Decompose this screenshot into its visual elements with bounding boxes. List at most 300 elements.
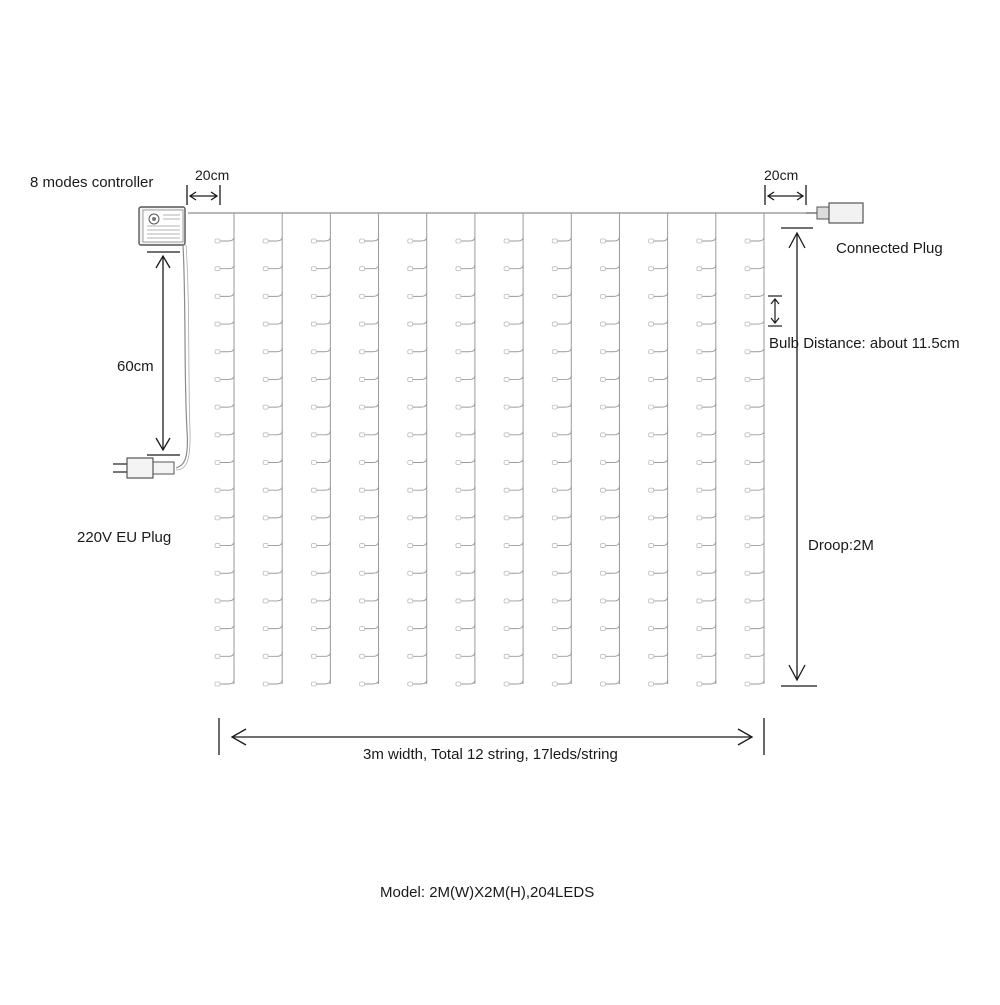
led-bulb [408,350,413,354]
led-bulb [311,350,316,354]
led-bulb [311,682,316,686]
led-bulb [263,627,268,631]
led-bulb [552,599,557,603]
led-branch [220,348,234,352]
led-bulb [600,516,605,520]
led-branch [413,431,427,435]
led-branch [316,569,330,573]
led-branch [365,486,379,490]
led-bulb [745,461,750,465]
led-branch [316,375,330,379]
led-bulb [360,377,365,381]
led-bulb [600,350,605,354]
led-branch [365,569,379,573]
led-bulb [408,267,413,271]
led-string [697,213,716,686]
led-branch [605,265,619,269]
led-bulb [360,571,365,575]
led-branch [268,514,282,518]
led-branch [365,514,379,518]
led-branch [413,514,427,518]
led-branch [316,431,330,435]
led-bulb [745,488,750,492]
led-bulb [311,488,316,492]
led-branch [654,292,668,296]
led-bulb [311,544,316,548]
led-branch [316,542,330,546]
led-branch [220,403,234,407]
led-bulb [263,294,268,298]
led-bulb [504,599,509,603]
led-branch [557,265,571,269]
led-bulb [263,322,268,326]
led-branch [654,569,668,573]
led-bulb [360,516,365,520]
led-bulb [456,350,461,354]
led-bulb [311,571,316,575]
led-branch [365,403,379,407]
led-bulb [649,544,654,548]
led-branch [509,625,523,629]
led-bulb [263,571,268,575]
led-branch [220,320,234,324]
led-branch [268,542,282,546]
led-branch [316,265,330,269]
led-branch [413,265,427,269]
led-branch [461,237,475,241]
led-bulb [600,405,605,409]
connected-plug-label: Connected Plug [836,240,943,257]
led-branch [605,237,619,241]
led-branch [605,625,619,629]
led-branch [365,237,379,241]
led-bulb [745,322,750,326]
led-branch [702,403,716,407]
led-bulb [215,682,220,686]
led-string [408,213,427,686]
led-bulb [745,571,750,575]
led-branch [509,680,523,684]
led-bulb [360,433,365,437]
led-bulb [504,405,509,409]
led-bulb [697,627,702,631]
led-bulb [552,571,557,575]
led-branch [268,431,282,435]
led-branch [413,542,427,546]
led-branch [509,348,523,352]
led-bulb [697,516,702,520]
led-bulb [552,377,557,381]
bulb-distance-arrow [768,296,782,326]
led-branch [750,459,764,463]
led-branch [654,514,668,518]
led-branch [750,348,764,352]
led-bulb [697,571,702,575]
led-branch [365,265,379,269]
led-bulb [649,239,654,243]
led-branch [220,486,234,490]
led-branch [461,459,475,463]
led-bulb [552,322,557,326]
led-bulb [215,267,220,271]
led-branch [268,320,282,324]
led-bulb [745,544,750,548]
led-branch [702,265,716,269]
led-branch [413,375,427,379]
led-bulb [697,599,702,603]
led-bulb [408,377,413,381]
led-branch [654,680,668,684]
led-bulb [649,267,654,271]
led-bulb [360,239,365,243]
led-branch [316,320,330,324]
led-branch [702,292,716,296]
led-bulb [215,461,220,465]
led-branch [316,237,330,241]
led-branch [654,486,668,490]
led-branch [750,237,764,241]
led-branch [654,652,668,656]
led-branch [461,348,475,352]
led-bulb [408,544,413,548]
led-branch [557,569,571,573]
led-branch [654,348,668,352]
led-branch [702,459,716,463]
right-offset-arrow [765,185,806,205]
led-branch [268,403,282,407]
led-bulb [263,682,268,686]
controller-box-icon [139,207,185,245]
led-branch [220,459,234,463]
led-bulb [745,267,750,271]
led-branch [702,375,716,379]
led-bulb [745,682,750,686]
led-branch [461,597,475,601]
led-branch [413,486,427,490]
led-bulb [408,322,413,326]
led-bulb [600,267,605,271]
led-bulb [600,599,605,603]
led-bulb [697,294,702,298]
led-string [504,213,523,686]
led-bulb [456,461,461,465]
led-branch [654,265,668,269]
model-label: Model: 2M(W)X2M(H),204LEDS [380,884,595,901]
led-bulb [215,488,220,492]
led-bulb [745,239,750,243]
led-bulb [360,654,365,658]
led-bulb [504,267,509,271]
led-bulb [697,377,702,381]
led-branch [461,514,475,518]
led-branch [750,569,764,573]
led-bulb [311,433,316,437]
led-branch [605,292,619,296]
led-branch [702,486,716,490]
led-bulb [456,627,461,631]
led-bulb [263,377,268,381]
led-bulb [697,239,702,243]
led-bulb [456,322,461,326]
led-bulb [649,599,654,603]
led-branch [268,375,282,379]
led-bulb [263,599,268,603]
led-bulb [456,544,461,548]
led-branch [605,459,619,463]
led-branch [654,625,668,629]
led-branch [509,542,523,546]
led-branch [413,569,427,573]
led-branch [654,320,668,324]
led-bulb [649,433,654,437]
left-offset-arrow [187,185,220,205]
led-branch [557,680,571,684]
led-branch [461,431,475,435]
led-branch [316,403,330,407]
led-branch [413,652,427,656]
led-branch [365,459,379,463]
led-branch [365,625,379,629]
led-bulb [215,627,220,631]
led-bulb [408,405,413,409]
led-branch [316,625,330,629]
led-branch [750,403,764,407]
led-bulb [504,294,509,298]
led-branch [605,514,619,518]
led-branch [750,486,764,490]
led-bulb [600,682,605,686]
led-branch [509,652,523,656]
led-bulb [552,405,557,409]
led-branch [557,652,571,656]
led-branch [509,486,523,490]
led-bulb [408,488,413,492]
bulb-distance-label: Bulb Distance: about 11.5cm [769,335,960,352]
led-bulb [456,599,461,603]
led-branch [750,514,764,518]
led-branch [365,292,379,296]
led-bulb [360,627,365,631]
led-bulb [600,294,605,298]
led-bulb [552,488,557,492]
led-string [649,213,668,686]
led-branch [750,597,764,601]
led-branch [461,542,475,546]
led-bulb [215,433,220,437]
led-branch [268,265,282,269]
led-branch [461,320,475,324]
led-bulb [697,405,702,409]
led-bulb [600,239,605,243]
led-branch [413,597,427,601]
led-branch [509,320,523,324]
led-branch [365,597,379,601]
led-branch [461,569,475,573]
led-branch [461,403,475,407]
led-bulb [360,267,365,271]
led-bulb [263,654,268,658]
led-bulb [649,682,654,686]
led-bulb [360,350,365,354]
led-bulb [504,461,509,465]
led-string [745,213,764,686]
led-branch [268,237,282,241]
led-strings-group [215,213,764,686]
led-bulb [263,433,268,437]
led-branch [702,652,716,656]
led-branch [413,348,427,352]
led-branch [557,237,571,241]
led-branch [268,459,282,463]
led-bulb [745,405,750,409]
led-branch [557,292,571,296]
led-branch [220,265,234,269]
led-bulb [552,433,557,437]
led-branch [654,403,668,407]
led-string [311,213,330,686]
led-branch [220,625,234,629]
led-bulb [504,516,509,520]
led-branch [750,375,764,379]
led-branch [750,680,764,684]
right-offset-label: 20cm [764,167,799,183]
led-bulb [552,239,557,243]
led-bulb [552,682,557,686]
led-bulb [408,516,413,520]
led-bulb [311,405,316,409]
led-branch [605,348,619,352]
led-branch [220,431,234,435]
led-bulb [360,599,365,603]
controller-label: 8 modes controller [30,174,154,191]
cable-length-label: 60cm [117,358,154,375]
led-bulb [408,682,413,686]
led-branch [702,625,716,629]
led-branch [557,459,571,463]
led-branch [268,569,282,573]
led-bulb [360,544,365,548]
led-bulb [504,322,509,326]
led-bulb [263,544,268,548]
droop-arrow [781,228,817,686]
led-bulb [215,599,220,603]
led-branch [461,292,475,296]
led-bulb [552,654,557,658]
led-bulb [215,405,220,409]
led-bulb [263,516,268,520]
led-bulb [504,682,509,686]
led-string [215,213,234,686]
led-bulb [456,239,461,243]
led-branch [654,597,668,601]
led-bulb [263,488,268,492]
led-bulb [456,488,461,492]
led-bulb [600,544,605,548]
led-branch [605,597,619,601]
led-branch [557,597,571,601]
led-branch [413,237,427,241]
led-branch [220,680,234,684]
led-bulb [504,239,509,243]
led-branch [268,652,282,656]
led-branch [413,459,427,463]
led-string [263,213,282,686]
led-branch [268,348,282,352]
led-bulb [745,627,750,631]
led-bulb [215,654,220,658]
led-branch [750,625,764,629]
led-branch [750,265,764,269]
led-branch [461,625,475,629]
led-string [456,213,475,686]
led-bulb [745,294,750,298]
led-bulb [408,433,413,437]
eu-plug-label: 220V EU Plug [77,529,172,546]
led-branch [654,237,668,241]
led-bulb [408,239,413,243]
led-branch [316,652,330,656]
led-branch [461,486,475,490]
eu-plug-icon [113,458,174,478]
led-branch [461,652,475,656]
led-bulb [697,682,702,686]
led-bulb [600,461,605,465]
left-offset-label: 20cm [195,167,230,183]
led-bulb [311,239,316,243]
led-bulb [360,294,365,298]
led-branch [413,320,427,324]
led-branch [509,569,523,573]
led-branch [268,292,282,296]
cable-length-arrow [147,252,180,455]
led-branch [509,403,523,407]
led-bulb [311,322,316,326]
led-bulb [408,599,413,603]
led-bulb [263,239,268,243]
led-bulb [600,627,605,631]
led-bulb [697,322,702,326]
led-bulb [504,377,509,381]
led-branch [557,625,571,629]
led-bulb [649,322,654,326]
led-bulb [745,654,750,658]
led-branch [509,514,523,518]
led-bulb [215,516,220,520]
led-branch [605,403,619,407]
led-bulb [456,267,461,271]
led-bulb [504,433,509,437]
led-branch [702,514,716,518]
led-branch [605,542,619,546]
led-bulb [456,377,461,381]
led-branch [316,514,330,518]
led-bulb [600,654,605,658]
led-branch [316,348,330,352]
led-branch [365,680,379,684]
led-branch [365,375,379,379]
led-branch [220,514,234,518]
led-bulb [311,627,316,631]
led-bulb [649,488,654,492]
led-bulb [552,461,557,465]
led-bulb [649,405,654,409]
led-bulb [697,350,702,354]
led-bulb [504,571,509,575]
led-branch [702,680,716,684]
led-bulb [215,571,220,575]
led-bulb [408,627,413,631]
led-bulb [504,350,509,354]
